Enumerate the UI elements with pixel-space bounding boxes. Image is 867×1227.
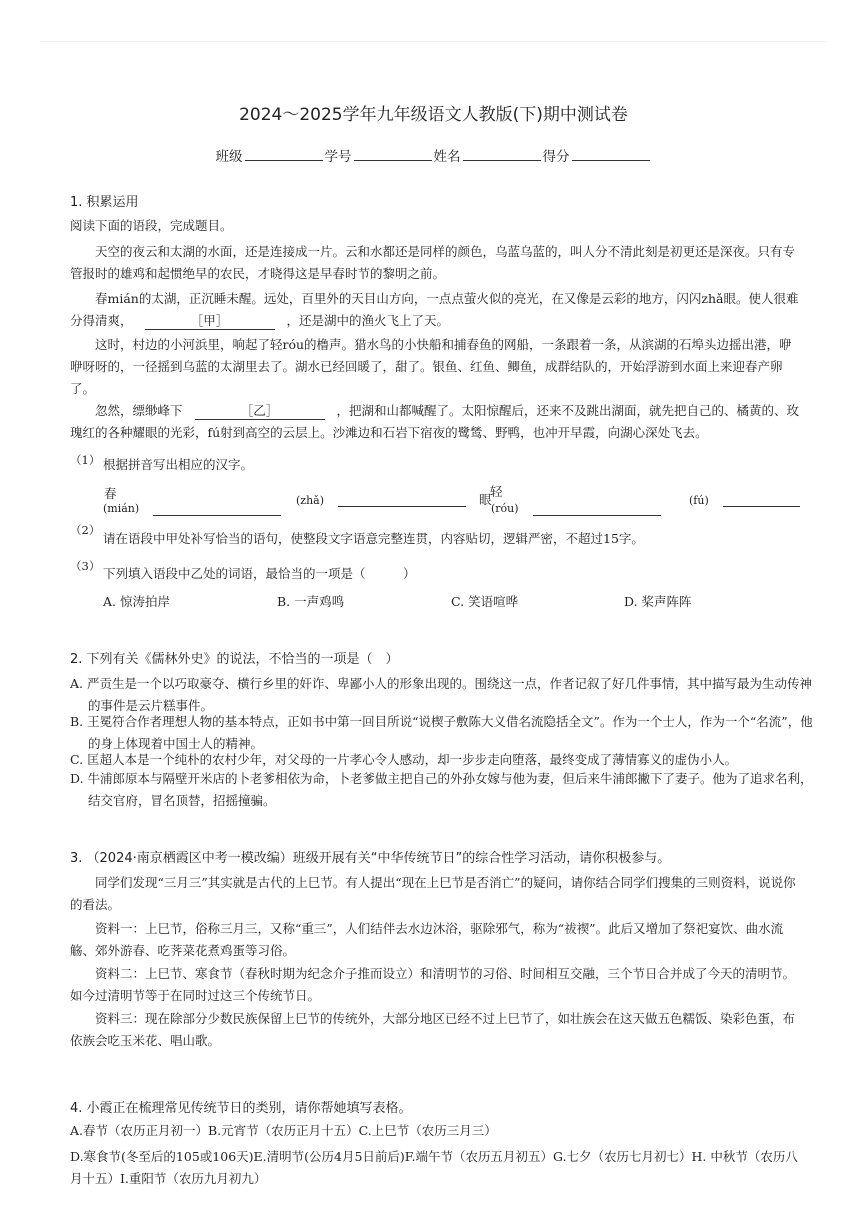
q1-option-c[interactable]: C. 笑语喧哗 — [451, 594, 519, 609]
q1-option-a[interactable]: A. 惊涛拍岸 — [103, 594, 170, 609]
q2-option-b[interactable]: B. 王冕符合作者理想人物的基本特点，正如书中第一回目所说“说楔子敷陈大义借名流隐括全文”。作为一个士人，作为一个“名流”，他的身上体现着中国士人的精神。 — [70, 714, 813, 751]
class-blank[interactable] — [245, 148, 323, 161]
name-blank[interactable] — [463, 148, 541, 161]
q1-sub1-text: 根据拼音写出相应的汉字。 — [103, 457, 254, 472]
pinyin-char-3b: 轻 — [490, 484, 503, 499]
class-label: 班级 — [215, 149, 243, 165]
pinyin-1: (mián) — [103, 502, 140, 515]
blank-yi[interactable]: ［乙］ — [195, 403, 325, 420]
q3-para3: 资料二：上巳节、寒食节（春秋时期为纪念介子推而设立）和清明节的习俗、时间相互交融，三个节日合并成了今天的清明节。如今过清明节等于在同时过这三个传统节日。 — [70, 966, 796, 1003]
q3-para2: 资料一：上巳节，俗称三月三，又称“重三”，人们结伴去水边沐浴，驱除邪气，称为“祓禊”。此后又增加了祭祀宴饮、曲水流觞、郊外游春、吃荠菜花煮鸡蛋等习俗。 — [70, 921, 784, 958]
top-divider — [40, 41, 827, 42]
pinyin-3: (róu) — [491, 502, 519, 515]
q1-para2-a: 春mián的太湖，正沉睡未醒。远处，百里外的天目山方向，一点点萤火似的亮光，在又像是云彩的地方，闪闪zhǎ眼。使人很难分得清爽， — [70, 291, 799, 328]
q4-title: 4. 小霞正在梳理常见传统节日的类别，请你帮她填写表格。 — [70, 1101, 412, 1116]
score-blank[interactable] — [572, 148, 650, 161]
q1-title: 1. 积累运用 — [70, 195, 139, 210]
pinyin-char-1: 春 — [104, 486, 117, 501]
q2-option-d[interactable]: D. 牛浦郎原本与隔壁开米店的卜老爹相依为命，卜老爹做主把自己的外孙女嫁与他为妻，但后来牛浦郎撇下了妻子。他为了追求名利，结交官府，冒名顶替，招摇撞骗。 — [70, 771, 813, 808]
page-title: 2024～2025学年九年级语文人教版(下)期中测试卷 — [239, 105, 628, 125]
number-blank[interactable] — [354, 148, 432, 161]
q1-sub2-text: 请在语段中甲处补写恰当的语句，使整段文字语意完整连贯，内容贴切，逻辑严密，不超过15字。 — [103, 531, 644, 546]
q1-para4-b: ，把湖和山都喊醒了。太阳惊醒后，还来不及跳出湖面，就先把自己的、橘黄的、玫瑰红的各种耀眼的光彩，fú射到高空的云层上。沙滩边和石岩下宿夜的鹭鸶、野鸭，也冲开早霞，向湖心深处飞去。 — [70, 403, 800, 440]
pinyin-blank-4[interactable] — [723, 506, 800, 507]
student-info-line — [0, 145, 867, 165]
q1-para4-a: 忽然，缥缈峰下 — [95, 403, 183, 418]
q3-para4: 资料三：现在除部分少数民族保留上巳节的传统外，大部分地区已经不过上巳节了，如壮族会在这天做五色糯饭、染彩色蛋，布依族会吃玉米花、唱山歌。 — [70, 1011, 796, 1048]
pinyin-blank-3[interactable] — [533, 515, 661, 516]
pinyin-2: (zhǎ) — [296, 494, 325, 507]
q1-sub3-number: （3） — [70, 559, 101, 573]
blank-jia[interactable]: ［甲］ — [145, 313, 275, 330]
q1-option-d[interactable]: D. 桨声阵阵 — [624, 594, 692, 609]
q2-option-a[interactable]: A. 严贡生是一个以巧取豪夺、横行乡里的奸诈、卑鄙小人的形象出现的。围绕这一点，作者记叙了好几件事情，其中描写最为生动传神的事件是云片糕事件。 — [70, 676, 812, 713]
name-label: 姓名 — [433, 149, 461, 165]
q1-para2 — [70, 288, 800, 332]
pinyin-blank-1[interactable] — [153, 515, 281, 516]
q1-para4 — [70, 400, 800, 444]
pinyin-4: (fú) — [689, 494, 709, 507]
score-label: 得分 — [542, 149, 570, 165]
q1-para1: 天空的夜云和太湖的水面，还是连接成一片。云和水都还是同样的颜色，乌蓝乌蓝的，叫人分不清此刻是初更还是深夜。只有专管报时的雄鸡和起惯绝早的农民，才晓得这是早春时节的黎明之前。 — [70, 244, 796, 281]
q1-para2-b: ，还是湖中的渔火飞上了天。 — [286, 313, 450, 328]
q2-title: 2. 下列有关《儒林外史》的说法，不恰当的一项是（ ） — [70, 652, 399, 667]
q1-option-b[interactable]: B. 一声鸡鸣 — [277, 594, 345, 609]
q1-sub1-number: （1） — [70, 453, 101, 467]
q2-option-c[interactable]: C. 匡超人本是一个纯朴的农村少年，对父母的一片孝心令人感动，却一步步走向堕落，最终变成了薄情寡义的虚伪小人。 — [70, 752, 738, 767]
q1-sub2-number: （2） — [70, 523, 101, 537]
q4-line1: A.春节（农历正月初一）B.元宵节（农历正月十五）C.上巳节（农历三月三） — [70, 1123, 497, 1138]
pinyin-blank-2[interactable] — [338, 506, 466, 507]
q3-para1: 同学们发现“三月三”其实就是古代的上巳节。有人提出“现在上巳节是否消亡”的疑问，请你结合同学们搜集的三则资料，说说你的看法。 — [70, 875, 796, 912]
number-label: 学号 — [324, 149, 352, 165]
pinyin-char-3a: 眼 — [479, 492, 492, 507]
q4-line2: D.寒食节(冬至后的105或106天)E.清明节(公历4月5日前后)F.端午节（农历五月初五）G.七夕（农历七月初七）H. 中秋节（农历八月十五）I.重阳节（农历九月初九） — [70, 1149, 798, 1186]
q1-sub3-text: 下列填入语段中乙处的词语，最恰当的一项是（ ） — [103, 566, 416, 581]
q1-para3: 这时，村边的小河浜里，响起了轻róu的橹声。猎水鸟的小快船和捕春鱼的网船，一条跟着一条，从滨湖的石埠头边摇出港，咿咿呀呀的，一径摇到乌蓝的太湖里去了。湖水已经回暖了，甜了。银鱼、红鱼、鲫鱼，成群结队的，开始浮游到水面上来迎春产卵了。 — [70, 337, 792, 396]
q1-intro: 阅读下面的语段，完成题目。 — [70, 218, 233, 233]
q3-title: 3. （2024·南京栖霞区中考一模改编）班级开展有关“中华传统节日”的综合性学习活动，请你积极参与。 — [70, 851, 671, 866]
